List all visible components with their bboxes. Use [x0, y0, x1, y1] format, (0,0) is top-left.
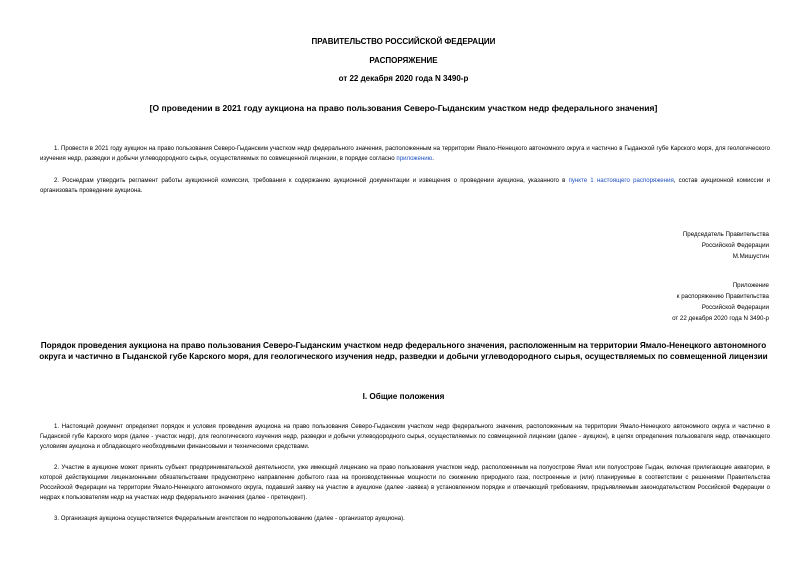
paragraph-2: [40, 176, 770, 196]
section-heading-general: I. Общие положения: [362, 392, 445, 401]
paragraph-1: [40, 144, 770, 164]
appendix-block: [672, 280, 769, 324]
procedure-paragraph-3: 3. Организация аукциона осуществляется Федеральным агентством по недропользованию (далее - организатор аукциона).: [54, 515, 405, 522]
appendix-ref: к распоряжению Правительства: [676, 293, 769, 300]
signature-block: [683, 229, 769, 262]
org-heading: ПРАВИТЕЛЬСТВО РОССИЙСКОЙ ФЕДЕРАЦИИ: [311, 37, 496, 46]
appendix-country: Российской Федерации: [701, 304, 769, 311]
procedure-paragraph-2: 2. Участие в аукционе может принять субъект предпринимательской деятельности, уже имеющий лицензию на право пользования участком недр, расположенным на полуострове Ямал или полуострове Гыдан, включая прилегающие акватории, в которой действующими лицензионными обязательствами предусмотрено направление добытого газа на производственные мощности по сжижению природного газа, построенные и (или) планируемые в соответствии с решениями Правительства Российской Федерации на территории Ямало-Ненецкого автономного округа, подавший заявку на участие в аукционе (далее -заявка) в установленном порядке и отвечающий требованиям, предъявляемым законодательством Российской Федерации о недрах к пользователям недр на участках недр федерального значения (далее - претендент).: [40, 464, 770, 501]
date-number: от 22 декабря 2020 года N 3490-р: [338, 74, 469, 83]
paragraph-2-end: , состав аукционной комиссии и организовать проведение аукциона.: [40, 177, 770, 194]
signature-country: Российской Федерации: [701, 242, 769, 249]
paragraph-1-end: .: [432, 155, 434, 162]
doc-type-heading: РАСПОРЯЖЕНИЕ: [369, 56, 438, 65]
appendix-link[interactable]: приложению: [396, 155, 433, 162]
appendix-label: Приложение: [732, 282, 769, 289]
paragraph-1-text: 1. Провести в 2021 году аукцион на право пользования Северо-Гыданским участком недр федерального значения, расположенным на территории Ямало-Ненецкого автономного округа и частично в Гыданской губе Карского моря, для геологического изучения недр, разведки и добычи углеводородного сырья, осуществляемых по совмещенной лицензии, в порядке согласно: [40, 145, 770, 162]
document-title: [О проведении в 2021 году аукциона на право пользования Северо-Гыданским участком недр федерального значения]: [149, 103, 658, 113]
signature-name: М.Мишустин: [732, 253, 769, 260]
appendix-date: от 22 декабря 2020 года N 3490-р: [672, 315, 769, 322]
signature-position: Председатель Правительства: [682, 231, 769, 238]
procedure-paragraph-1: 1. Настоящий документ определяет порядок и условия проведения аукциона на право пользования Северо-Гыданским участком недр федерального значения, расположенным на территории Ямало-Ненецкого автономного округа и частично в Гыданской губе Карского моря (далее - участок недр), для геологического изучения недр, разведки и добычи углеводородного сырья, осуществляемых по совмещенной лицензии (далее - аукцион), в целях определения пользователя недр, отвечающего условиям аукциона и обладающего необходимыми финансовыми и техническими средствами.: [40, 423, 770, 450]
paragraph-2-text: 2. Роснедрам утвердить регламент работы аукционной комиссии, требования к содержанию аукционной документации и извещения о проведении аукциона, указанного в: [54, 177, 569, 184]
procedure-title: Порядок проведения аукциона на право пользования Северо-Гыданским участком недр федерального значения, расположенным на территории Ямало-Ненецкого автономного округа и частично в Гыданской губе Карского моря, для геологического изучения недр, разведки и добычи углеводородного сырья, осуществляемых по совмещенной лицензии: [39, 341, 768, 361]
clause-1-link[interactable]: пункте 1 настоящего распоряжения: [568, 177, 674, 184]
